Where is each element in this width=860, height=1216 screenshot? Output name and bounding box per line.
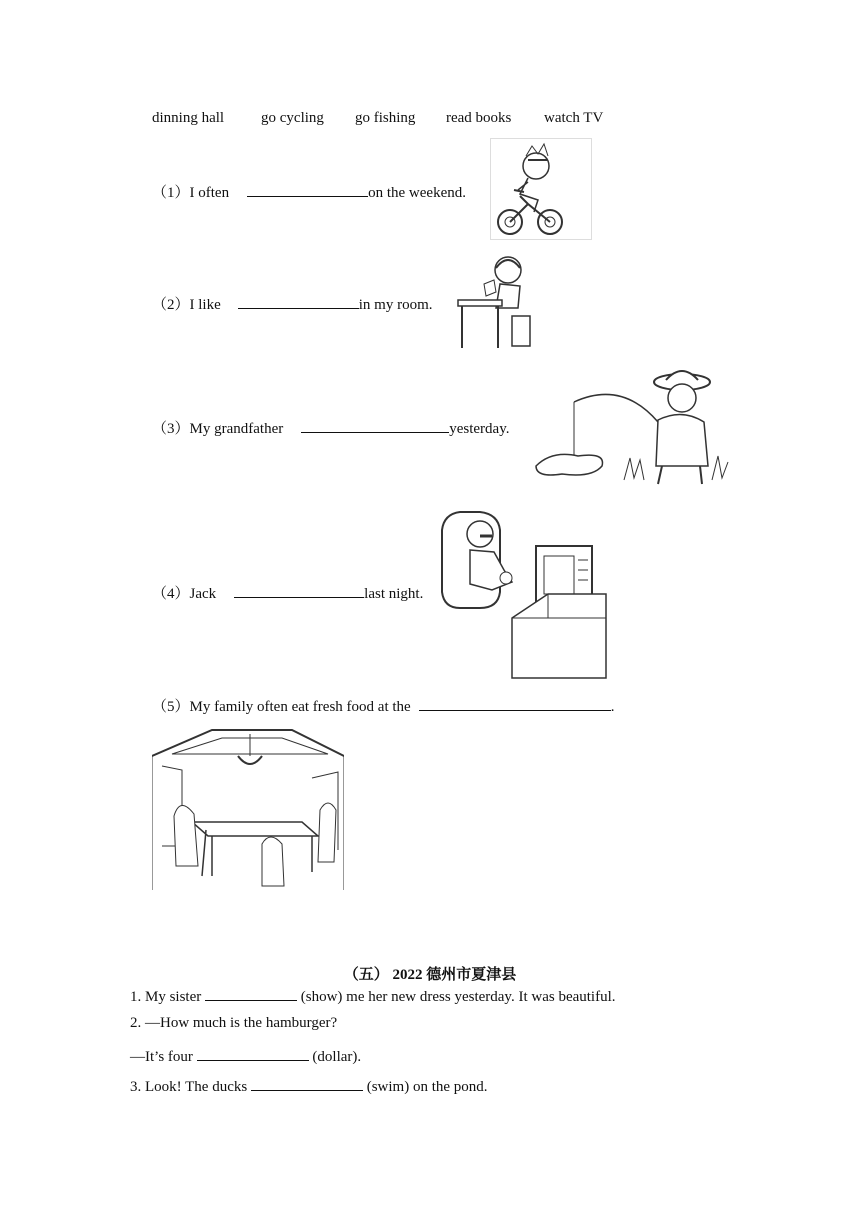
- answer-blank[interactable]: [238, 294, 359, 309]
- question-text: on the weekend.: [368, 185, 466, 201]
- exercise-2-answer: [130, 1046, 361, 1065]
- section-heading: （五） 2022 德州市夏津县: [343, 967, 517, 983]
- exercise-1: [130, 986, 616, 1005]
- question-number: （2）: [152, 297, 190, 313]
- word-bank-item: go cycling: [261, 110, 324, 126]
- exercise-text: 2. —How much is the hamburger?: [130, 1015, 338, 1031]
- answer-blank[interactable]: [251, 1076, 363, 1091]
- exercise-text: —It’s four: [130, 1049, 197, 1065]
- exercise-2: [130, 1016, 337, 1031]
- exercise-text: (swim) on the pond.: [362, 1079, 488, 1095]
- boy-watching-tv-icon: [440, 500, 614, 682]
- exercise-text: (show) me her new dress yesterday. It was beautiful.: [297, 989, 616, 1005]
- question-3: [152, 418, 509, 437]
- exercise-3: [130, 1076, 488, 1095]
- boy-cycling-icon: [490, 138, 592, 240]
- word-bank-item: read books: [446, 110, 512, 126]
- question-text: My family often eat fresh food at the: [189, 699, 411, 715]
- question-number: （1）: [152, 185, 190, 201]
- girl-reading-icon: [456, 250, 536, 350]
- word-bank-item: go fishing: [355, 110, 416, 126]
- question-text: last night.: [364, 586, 424, 602]
- exercise-text: 3. Look! The ducks: [130, 1079, 251, 1095]
- word-bank-item: watch TV: [544, 110, 604, 126]
- question-text: Jack: [189, 586, 217, 602]
- question-text: I often: [189, 185, 230, 201]
- question-1: [152, 182, 466, 201]
- answer-blank[interactable]: [301, 418, 449, 433]
- question-number: （4）: [152, 586, 190, 602]
- answer-blank[interactable]: [419, 696, 611, 711]
- question-5: [152, 696, 614, 715]
- answer-blank[interactable]: [197, 1046, 309, 1061]
- question-4: [152, 583, 423, 602]
- question-number: （5）: [152, 699, 190, 715]
- dining-hall-icon: [152, 726, 344, 890]
- man-fishing-icon: [532, 362, 730, 488]
- question-2: [152, 294, 433, 313]
- exercise-text: 1. My sister: [130, 989, 205, 1005]
- answer-blank[interactable]: [234, 583, 364, 598]
- word-bank-item: dinning hall: [152, 110, 225, 126]
- question-text: in my room.: [358, 297, 433, 313]
- question-text: yesterday.: [449, 421, 510, 437]
- answer-blank[interactable]: [247, 182, 368, 197]
- question-text: My grandfather: [189, 421, 284, 437]
- answer-blank[interactable]: [205, 986, 297, 1001]
- question-text: .: [610, 699, 615, 715]
- exercise-text: (dollar).: [308, 1049, 362, 1065]
- question-number: （3）: [152, 421, 190, 437]
- question-text: I like: [189, 297, 221, 313]
